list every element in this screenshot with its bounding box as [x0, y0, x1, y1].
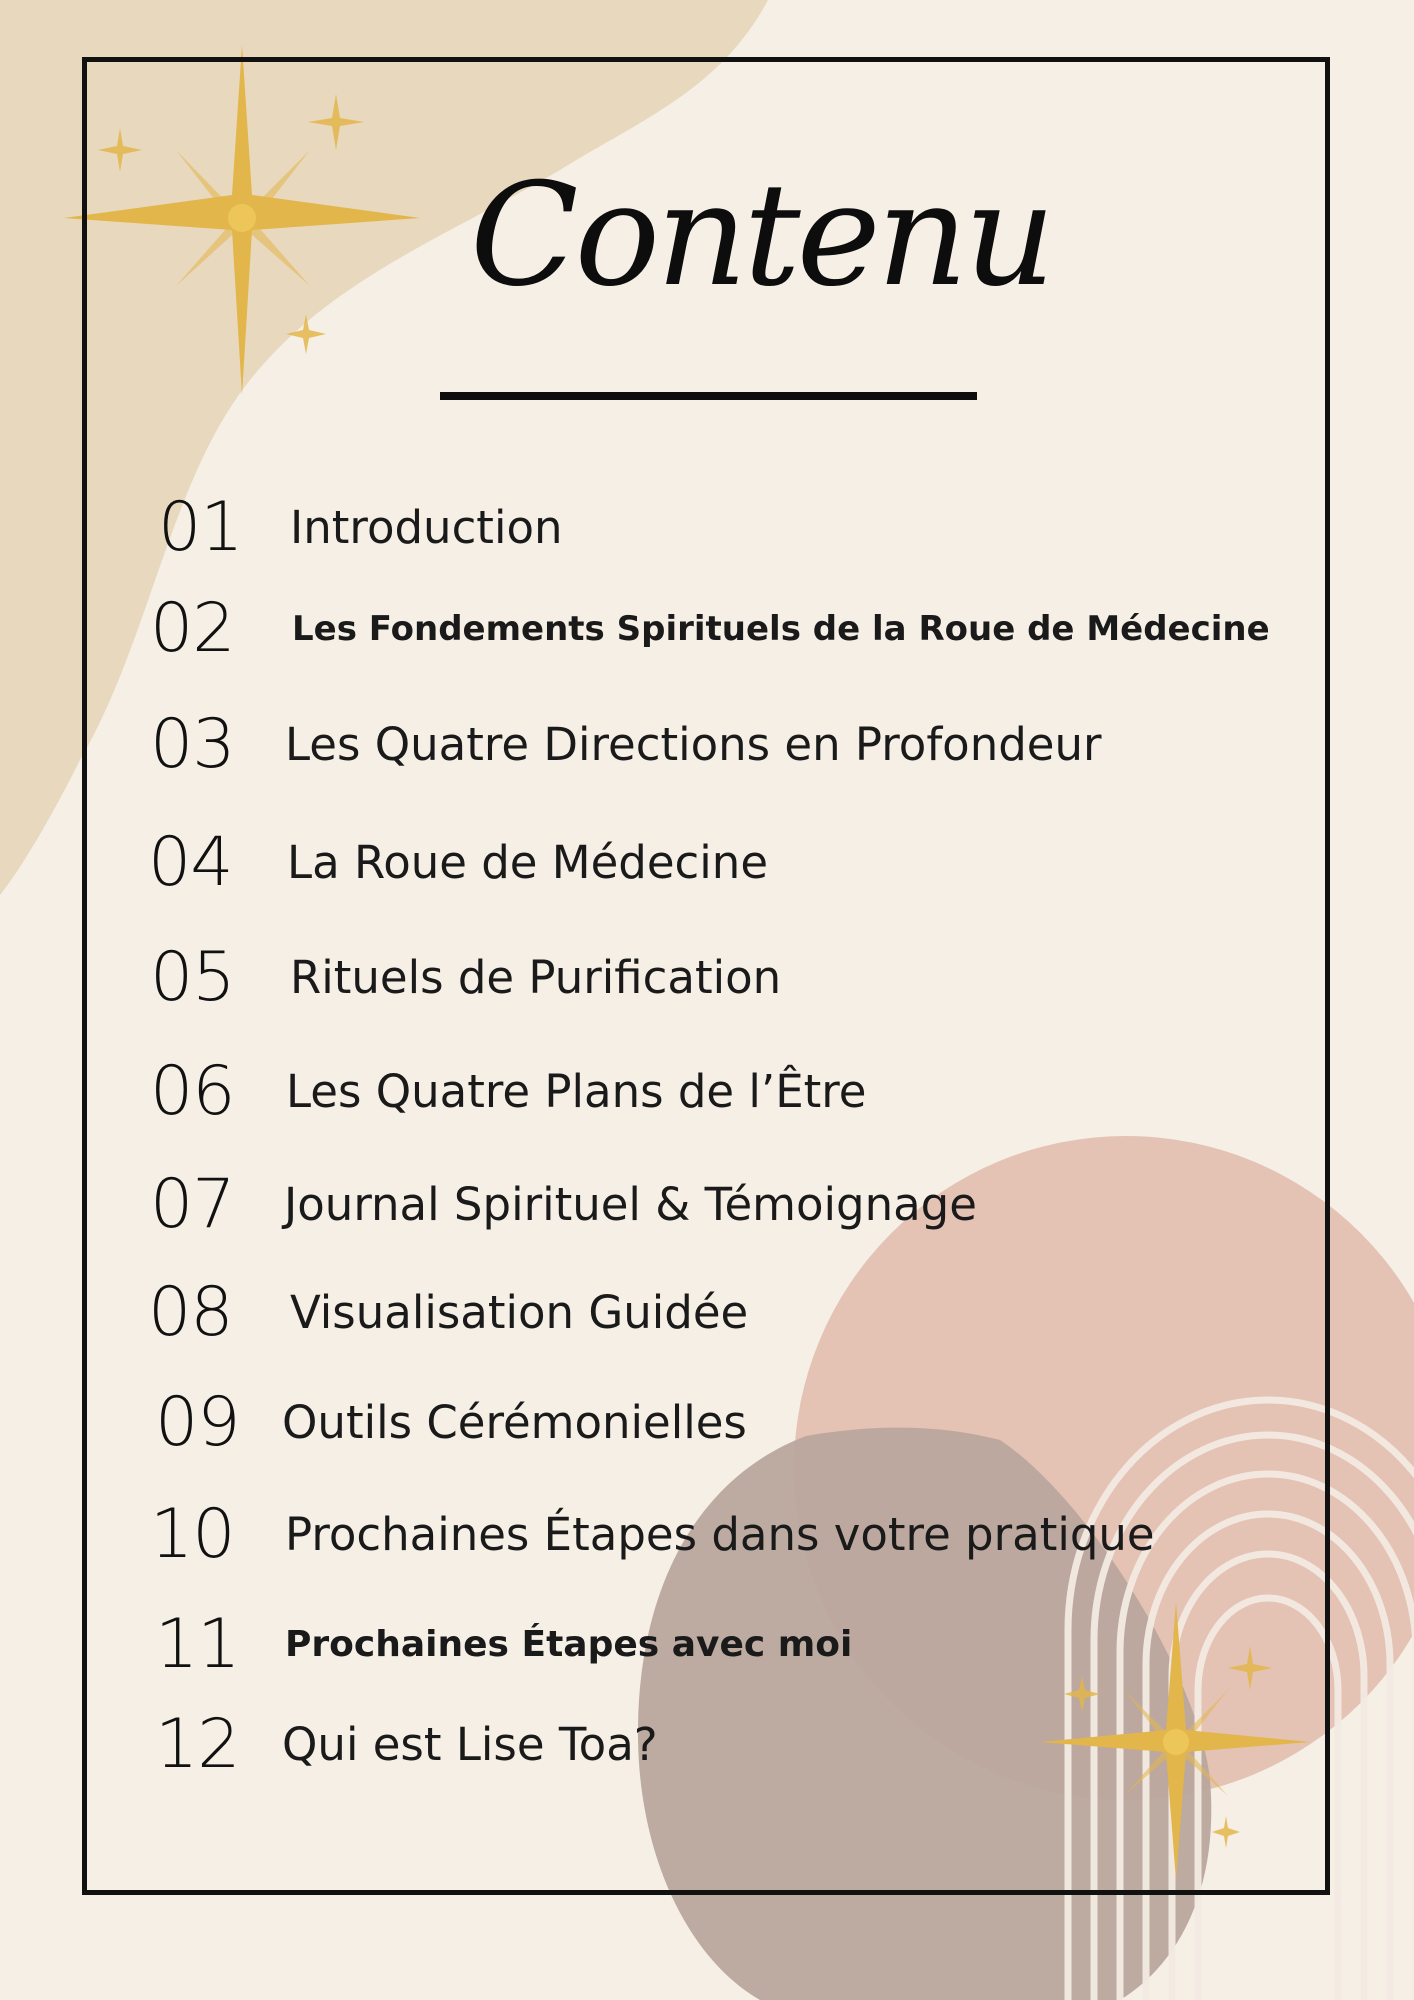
page-title: Contenu	[470, 153, 1052, 318]
toc-label: Prochaines Étapes dans votre pratique	[285, 1508, 1155, 1561]
toc-number: 12	[155, 1705, 240, 1784]
toc-item	[0, 700, 1414, 790]
toc-item	[0, 1700, 1414, 1790]
toc-number: 11	[155, 1605, 240, 1684]
toc-item	[0, 1047, 1414, 1137]
toc-number: 08	[148, 1273, 233, 1352]
toc-number: 02	[150, 589, 235, 668]
toc-number: 09	[155, 1383, 240, 1462]
toc-label: Introduction	[290, 501, 563, 554]
toc-label: La Roue de Médecine	[287, 836, 769, 889]
toc-label: Visualisation Guidée	[290, 1286, 749, 1339]
toc-number: 01	[158, 488, 243, 567]
toc-number: 05	[150, 938, 235, 1017]
toc-label: Les Quatre Directions en Profondeur	[285, 718, 1102, 771]
toc-label: Prochaines Étapes avec moi	[285, 1624, 853, 1665]
toc-label: Outils Cérémonielles	[282, 1396, 747, 1449]
toc-label: Les Quatre Plans de l’Être	[286, 1065, 867, 1118]
toc-label: Les Fondements Spirituels de la Roue de Médecine	[292, 609, 1270, 649]
toc-item	[0, 1160, 1414, 1250]
toc-item	[0, 1490, 1414, 1580]
toc-item	[0, 1600, 1414, 1690]
toc-number: 03	[150, 705, 235, 784]
toc-label: Qui est Lise Toa?	[282, 1718, 658, 1771]
toc-item	[0, 818, 1414, 908]
toc-number: 06	[150, 1052, 235, 1131]
toc-item	[0, 1378, 1414, 1468]
title-underline	[440, 392, 977, 400]
toc-item	[0, 933, 1414, 1023]
toc-item	[0, 584, 1414, 674]
toc-label: Journal Spirituel & Témoignage	[284, 1178, 977, 1231]
toc-item	[0, 1268, 1414, 1358]
toc-number: 07	[150, 1165, 235, 1244]
toc-number: 04	[148, 823, 233, 902]
toc-number: 10	[150, 1495, 235, 1574]
toc-label: Rituels de Purification	[290, 951, 782, 1004]
toc-item	[0, 483, 1414, 573]
